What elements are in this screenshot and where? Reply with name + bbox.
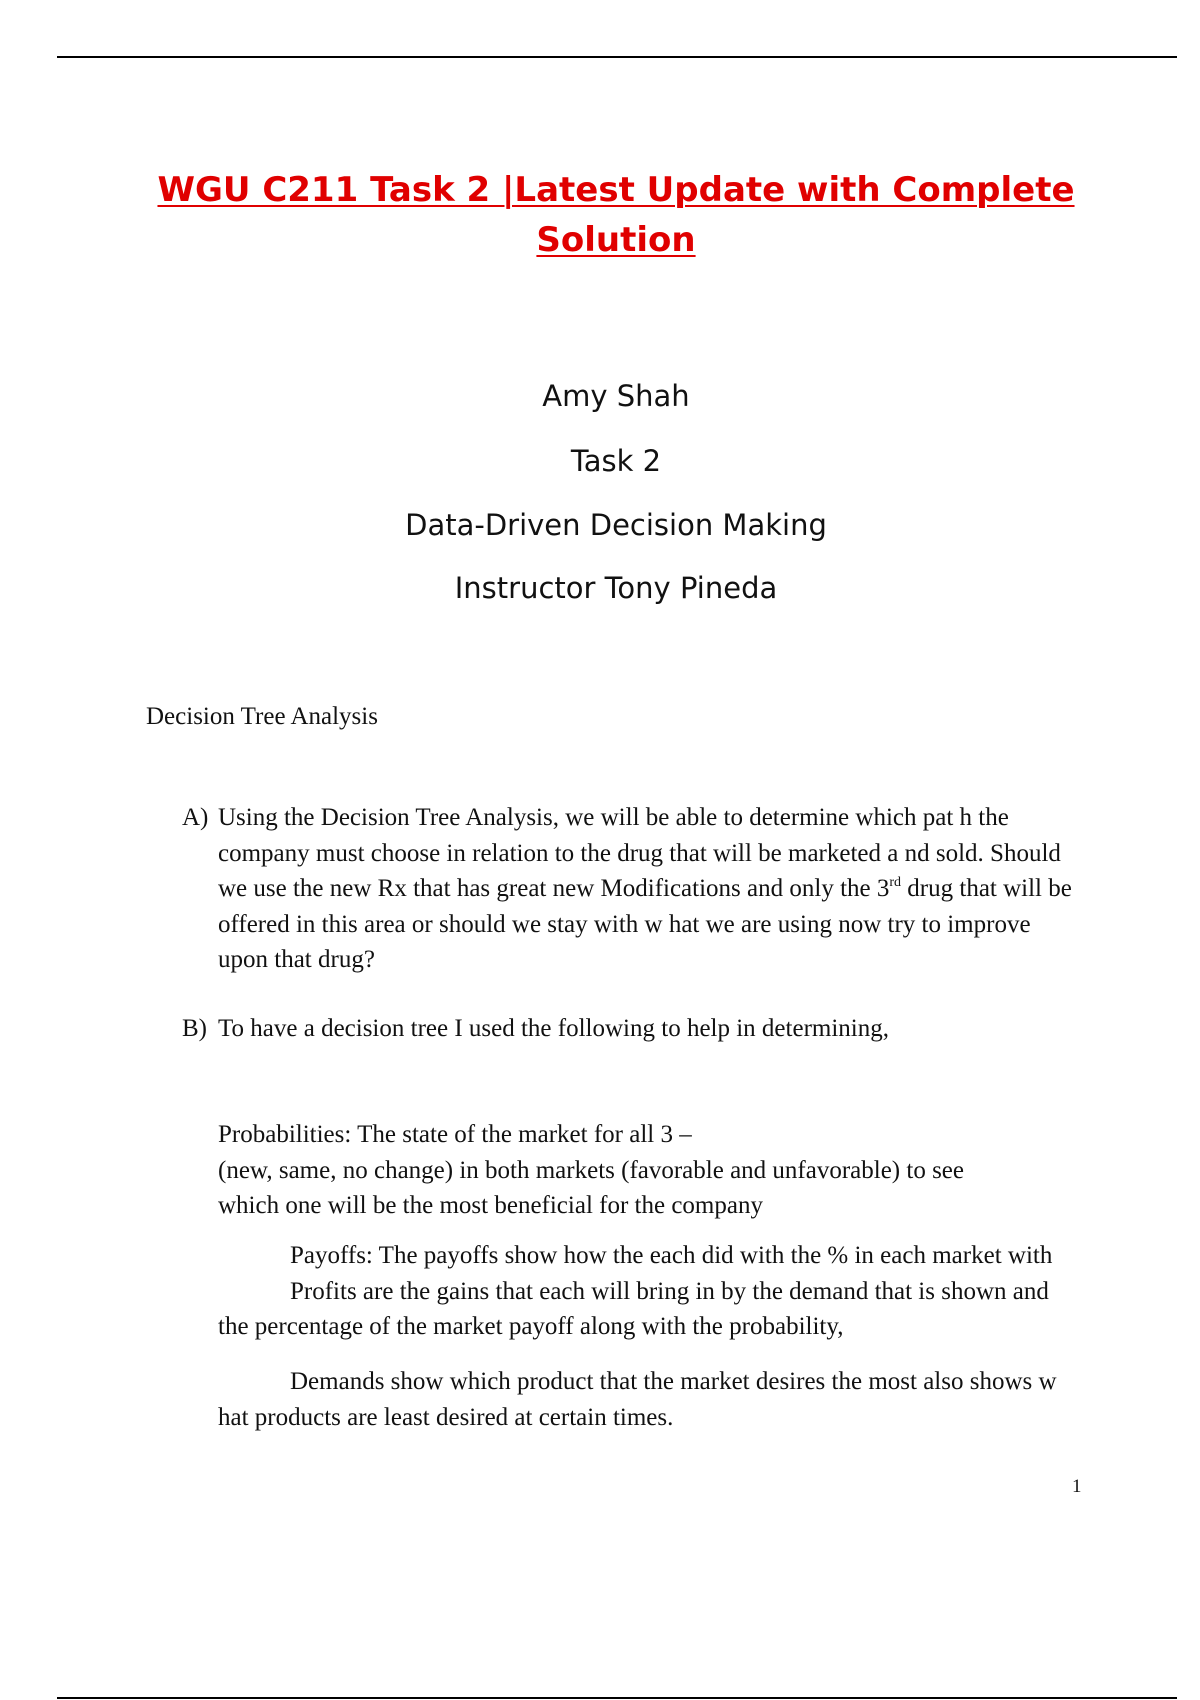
list-marker-b: B) bbox=[182, 1015, 207, 1042]
title-line-1: WGU C211 Task 2 |Latest Update with Complete bbox=[157, 170, 1075, 210]
list-marker-a: A) bbox=[182, 804, 209, 831]
probabilities-line-3: which one will be the most beneficial for the company bbox=[218, 1192, 763, 1219]
list-item-a bbox=[182, 800, 1082, 978]
demands-line-1: Demands show which product that the market desires the most also shows w bbox=[290, 1368, 1057, 1395]
course-name: Data-Driven Decision Making bbox=[405, 508, 827, 542]
payoffs-line-2: Profits are the gains that each will bring in by the demand that is shown and bbox=[290, 1277, 1049, 1305]
footer-rule bbox=[57, 1697, 1177, 1699]
title-line-2: Solution bbox=[536, 220, 696, 260]
list-item-a-text bbox=[218, 800, 1082, 978]
author-name: Amy Shah bbox=[542, 379, 690, 413]
payoffs-paragraph bbox=[146, 1238, 1096, 1345]
demands-line-2: hat products are least desired at certain times. bbox=[218, 1403, 674, 1431]
item-a-text-before: Using the Decision Tree Analysis, we will be able to determine which pat h the company must choose in relation to the drug that will be marketed a nd sold. Should we use the new Rx that has great new Modifications and only the 3 bbox=[218, 804, 1061, 902]
payoffs-line-3: the percentage of the market payoff along with the probability, bbox=[218, 1313, 844, 1340]
item-a-text-after: drug that will be offered in this area or should we stay with w hat we are using now try to improve upon that drug? bbox=[218, 875, 1072, 973]
demands-paragraph bbox=[146, 1364, 1096, 1435]
probabilities-paragraph bbox=[218, 1117, 1098, 1224]
section-heading: Decision Tree Analysis bbox=[146, 703, 378, 730]
header-rule bbox=[57, 56, 1177, 58]
task-label: Task 2 bbox=[570, 444, 662, 478]
page-number: 1 bbox=[1072, 1476, 1082, 1497]
document-title bbox=[0, 165, 1200, 265]
list-item-b bbox=[182, 1011, 1082, 1047]
probabilities-line-1: Probabilities: The state of the market for all 3 – bbox=[218, 1121, 692, 1148]
instructor-name: Instructor Tony Pineda bbox=[454, 571, 778, 605]
probabilities-line-2: (new, same, no change) in both markets (favorable and unfavorable) to see bbox=[218, 1156, 964, 1184]
ordinal-superscript: rd bbox=[889, 875, 902, 890]
payoffs-line-1: Payoffs: The payoffs show how the each did with the % in each market with bbox=[290, 1242, 1053, 1269]
list-item-b-text: To have a decision tree I used the following to help in determining, bbox=[218, 1015, 889, 1042]
